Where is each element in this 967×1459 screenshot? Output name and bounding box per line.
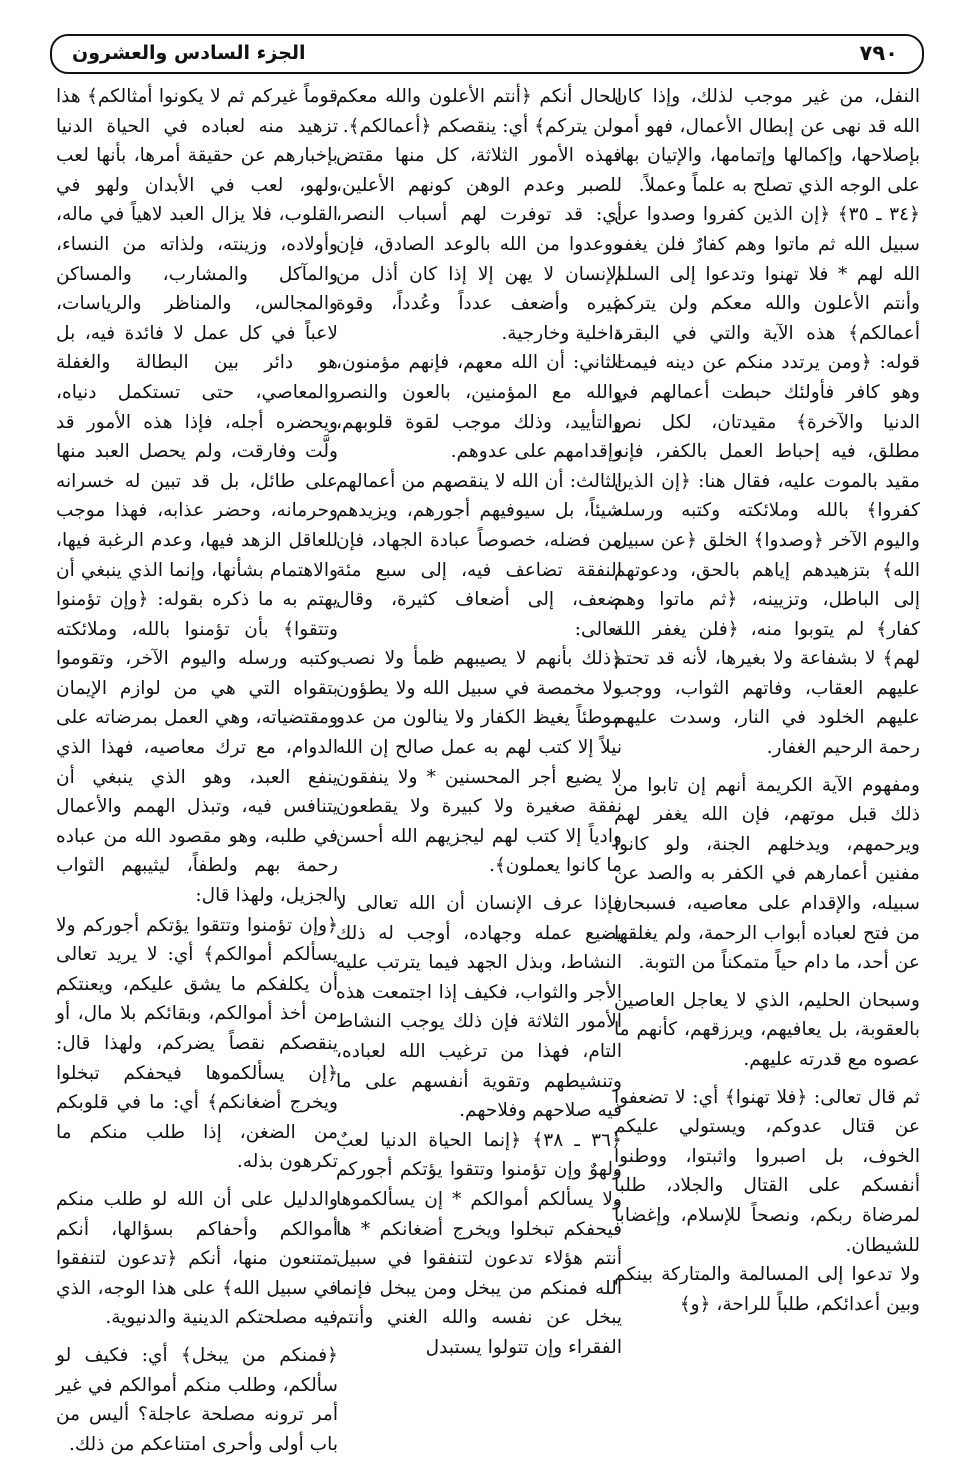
paragraph: الثالث: أن الله لا ينقصهم من أعمالهم شيئاً، بل سيوفيهم أجورهم، ويزيدهم من فضله، خصوصاً عبادة الجهاد، فإن النفقة تضاعف فيه، إلى سبع مئة ضعف، إلى أضعاف كثيرة، وقال تعالى: xyxy=(336,470,622,640)
part-title: الجزء السادس والعشرون xyxy=(72,42,306,64)
paragraph: ﴿ذلك بأنهم لا يصيبهم ظمأ ولا نصب ولا مخمصة في سبيل الله ولا يطؤون موطئاً يغيظ الكفار ولا ينالون من عدو نيلاً إلا كتب لهم به عمل صالح إن الله لا يضيع أجر المحسنين * ولا ينفقون نفقة صغيرة ولا كبيرة ولا يقطعون وادياً إلا كتب لهم ليجزيهم الله أحسن ما كانوا يعملون﴾. xyxy=(336,648,622,877)
paragraph: والدليل على أن الله لو طلب منكم أموالكم وأحفاكم بسؤالها، أنكم تمتنعون منها، أنكم ﴿تدعون لتنفقوا في سبيل الله﴾ على هذا الوجه، الذي فيه مصلحتكم الدينية والدنيوية. xyxy=(56,1188,338,1329)
paragraph: ﴿٣٤ ـ ٣٥﴾ ﴿إن الذين كفروا وصدوا عن سبيل الله ثم ماتوا وهم كفارٌ فلن يغفر الله لهم * فلا تهنوا وتدعوا إلى السلم وأنتم الأعلون والله معكم ولن يتركم أعمالكم﴾ هذه الآية والتي في البقرة قوله: ﴿ومن يرتدد منكم عن دينه فيمت وهو كافر فأولئك حبطت أعمالهم في الدنيا والآخرة﴾ مقيدتان، لكل نص مطلق، فيه إحباط العمل بالكفر، فإنه مقيد بالموت عليه، فقال هنا: ﴿إن الذين كفروا﴾ بالله وملائكته وكتبه ورسله واليوم الآخر ﴿وصدوا﴾ الخلق ﴿عن سبيل الله﴾ بتزهيدهم إياهم بالحق، ودعوتهم إلى الباطل، وتزيينه، ﴿ثم ماتوا وهم كفار﴾ لم يتوبوا منه، ﴿فلن يغفر الله لهم﴾ لا بشفاعة ولا بغيرها، لأنه قد تحتم عليهم العقاب، وفاتهم الثواب، ووجب عليهم الخلود في النار، وسدت عليهم رحمة الرحيم الغفار. xyxy=(614,204,920,759)
paragraph: فإذا عرف الإنسان أن الله تعالى لا يضيع عمله وجهاده، أوجب له ذلك النشاط، وبذل الجهد فيما يترتب عليه الأجر والثواب، فكيف إذا اجتمعت هذه الأمور الثلاثة فإن ذلك يوجب النشاط التام، فهذا من ترغيب الله لعباده، وتنشيطهم وتقوية أنفسهم على ما فيه صلاحهم وفلاحهم. xyxy=(336,893,622,1122)
paragraph: قوماً غيركم ثم لا يكونوا أمثالكم﴾ هذا تزهيد منه لعباده في الحياة الدنيا بإخبارهم عن حقيقة أمرها، بأنها لعب ولهو، لعب في الأبدان ولهو في القلوب، فلا يزال العبد لاهياً في ماله، وأولاده، وزينته، ولذاته من النساء، والمآكل والمشارب، والمساكن والمجالس، والمناظر والرياسات، لاعباً في كل عمل لا فائدة فيه، بل هو دائر بين البطالة والغفلة والمعاصي، حتى تستكمل دنياه، ويحضره أجله، فإذا هذه الأمور قد ولَّت وفارقت، ولم يحصل العبد منها على طائل، بل قد تبين له خسرانه وحرمانه، وحضر عذابه، فهذا موجب للعاقل الزهد فيها، وعدم الرغبة فيها، والاهتمام بشأنها، وإنما الذي ينبغي أن يهتم به ما ذكره بقوله: ﴿وإن تؤمنوا وتتقوا﴾ بأن تؤمنوا بالله، وملائكته وكتبه ورسله واليوم الآخر، وتقوموا بتقواه التي هي من لوازم الإيمان ومقتضياته، وهي العمل بمرضاته على الدوام، مع ترك معاصيه، فهذا الذي ينفع العبد، وهو الذي ينبغي أن يتنافس فيه، وتبذل الهمم والأعمال في طلبه، وهو مقصود الله من عباده رحمة بهم ولطفاً، ليثيبهم الثواب الجزيل، ولهذا قال: xyxy=(56,86,338,907)
page-header xyxy=(50,34,924,74)
paragraph: ومفهوم الآية الكريمة أنهم إن تابوا من ذلك قبل موتهم، فإن الله يغفر لهم ويرحمهم، ويدخلهم الجنة، ولو كانوا مفنين أعمارهم في الكفر به والصد عن سبيله، والإقدام على معاصيه، فسبحان من فتح لعباده أبواب الرحمة، ولم يغلقها عن أحد، ما دام حياً متمكناً من التوبة. xyxy=(614,774,920,974)
paragraph: ﴿وإن تؤمنوا وتتقوا يؤتكم أجوركم ولا يسألكم أموالكم﴾ أي: لا يريد تعالى أن يكلفكم ما يشق عليكم، ويعنتكم من أخذ أموالكم، وبقائكم بلا مال، أو ينقصكم نقصاً يضركم، ولهذا قال: ﴿إن يسألكموها فيحفكم تبخلوا ويخرج أضغانكم﴾ أي: ما في قلوبكم من الضغن، إذا طلب منكم ما تكرهون بذله. xyxy=(56,914,338,1173)
paragraph: النفل، من غير موجب لذلك، وإذا كان الله قد نهى عن إبطال الأعمال، فهو أمر بإصلاحها، وإكمالها وإتمامها، والإتيان بها، على الوجه الذي تصلح به علماً وعملاً. xyxy=(614,86,920,196)
text-column-middle xyxy=(336,82,622,1357)
page-number: ٧٩٠ xyxy=(859,41,898,65)
text-column-right xyxy=(614,82,920,1357)
paragraph: وسبحان الحليم، الذي لا يعاجل العاصين بالعقوبة، بل يعافيهم، ويرزقهم، كأنهم ما عصوه مع قدرته عليهم. xyxy=(614,989,920,1070)
paragraph: ﴿٣٦ ـ ٣٨﴾ ﴿إنما الحياة الدنيا لعبٌ ولهوٌ وإن تؤمنوا وتتقوا يؤتكم أجوركم ولا يسألكم أموالكم * إن يسألكموها فيحفكم تبخلوا ويخرج أضغانكم * ها أنتم هؤلاء تدعون لتنفقوا في سبيل الله فمنكم من يبخل ومن يبخل فإنما يبخل عن نفسه والله الغني وأنتم الفقراء وإن تتولوا يستبدل xyxy=(336,1129,622,1358)
paragraph: ولا تدعوا إلى المسالمة والمتاركة بينكم وبين أعدائكم، طلباً للراحة، ﴿و﴾ xyxy=(614,1264,920,1315)
paragraph: فهذه الأمور الثلاثة، كل منها مقتض للصبر وعدم الوهن كونهم الأعلين، أي: قد توفرت لهم أسباب النصر، ووعدوا من الله بالوعد الصادق، فإن الإنسان لا يهن إلا إذا كان أذل من غيره وأضعف عدداً وعُدداً، وقوة داخلية وخارجية. xyxy=(336,145,622,344)
paragraph: الحال أنكم ﴿أنتم الأعلون والله معكم ولن يتركم﴾ أي: ينقصكم ﴿أعمالكم﴾. xyxy=(336,86,622,137)
paragraph: ثم قال تعالى: ﴿فلا تهنوا﴾ أي: لا تضعفوا عن قتال عدوكم، ويستولي عليكم الخوف، بل اصبروا واثبتوا، ووطنوا أنفسكم على القتال والجلاد، طلباً لمرضاة ربكم، ونصحاً للإسلام، وإغضاباً للشيطان. xyxy=(614,1086,920,1256)
text-column-left xyxy=(56,82,338,1455)
paragraph: الثاني: أن الله معهم، فإنهم مؤمنون، والله مع المؤمنين، بالعون والنصر والتأييد، وذلك موجب لقوة قلوبهم، وإقدامهم على عدوهم. xyxy=(336,352,622,463)
paragraph: ﴿فمنكم من يبخل﴾ أي: فكيف لو سألكم، وطلب منكم أموالكم في غير أمر ترونه مصلحة عاجلة؟ أليس من باب أولى وأحرى امتناعكم من ذلك. xyxy=(56,1344,338,1455)
